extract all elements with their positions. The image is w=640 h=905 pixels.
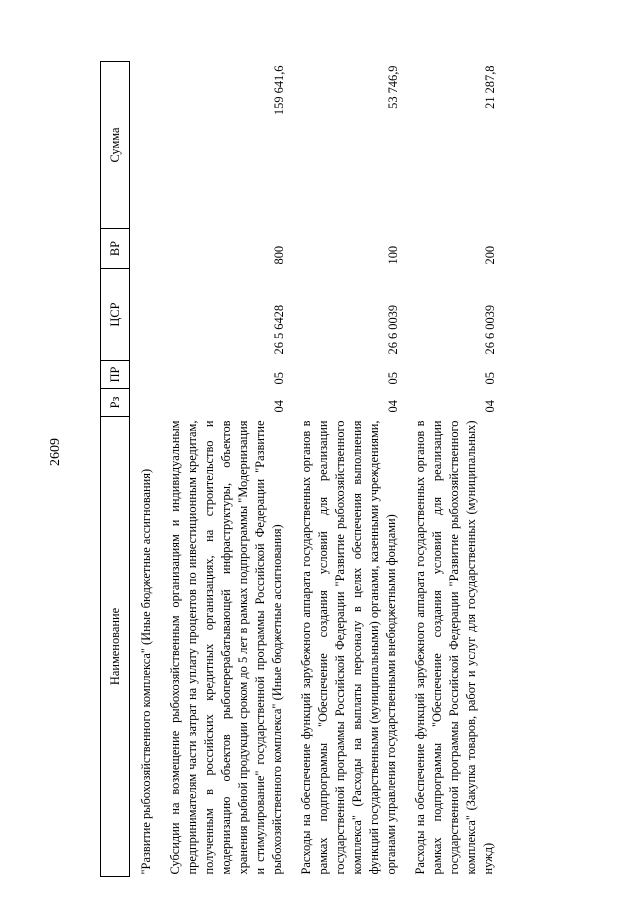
row-vr: 100 — [386, 245, 400, 265]
row-sum: 53 746,9 — [386, 65, 400, 109]
header-pr: ПР — [101, 361, 130, 389]
table-row — [159, 62, 290, 877]
table-header — [101, 62, 130, 877]
document-body — [100, 62, 600, 877]
row-csr: 26 6 0039 — [483, 304, 497, 355]
page-number: 2609 — [48, 438, 63, 466]
row-rz: 04 — [386, 400, 400, 413]
row-sum: 21 287,8 — [483, 65, 497, 109]
row-rz — [130, 389, 160, 417]
table-row — [404, 62, 501, 877]
header-name: Наименование — [101, 417, 130, 877]
row-csr: 26 6 0039 — [386, 304, 400, 355]
rotated-content — [100, 62, 600, 877]
row-csr — [130, 269, 160, 361]
row-rz: 04 — [272, 400, 286, 413]
row-vr: 200 — [483, 245, 497, 265]
row-csr: 26 5 6428 — [272, 304, 286, 355]
row-name: Расходы на обеспечение функций зарубежного аппарата государственных органов в рамках подпрограммы "Обеспечение создания условий для реализации государственной программы Российской Федерации "Развитие рыбохозяйственного комплекса" (Закупка товаров, работ и услуг для государственных (муниципальных) нужд) — [413, 420, 495, 875]
header-vr: ВР — [101, 229, 130, 269]
row-pr: 05 — [272, 372, 286, 385]
row-sum — [130, 62, 160, 229]
row-sum: 159 641,6 — [272, 65, 286, 116]
row-pr: 05 — [386, 372, 400, 385]
table-row — [290, 62, 404, 877]
row-pr — [130, 361, 160, 389]
row-name: Расходы на обеспечение функций зарубежного аппарата государственных органов в рамках подпрограммы "Обеспечение создания условий для реализации государственной программы Российской Федерации "Развитие рыбохозяйственного комплекса" (Расходы на выплаты персоналу в целях обеспечения выполнения функций государственными (муниципальными) органами, казенными учреждениями, органами управления государственными внебюджетными фондами) — [299, 420, 398, 875]
header-csr: ЦСР — [101, 269, 130, 361]
budget-table — [100, 61, 501, 877]
row-rz: 04 — [483, 400, 497, 413]
row-vr: 800 — [272, 245, 286, 265]
header-rz: Рз — [101, 389, 130, 417]
table-row — [130, 62, 160, 877]
row-pr: 05 — [483, 372, 497, 385]
row-vr — [130, 229, 160, 269]
row-name: Субсидии на возмещение рыбохозяйственным организациям и индивидуальным предпринимателям части затрат на уплату процентов по инвестиционным кредитам, полученным в российских кредитных организациях, на строительство и модернизацию объектов рыбоперерабатывающей инфраструктуры, объектов хранения рыбной продукции сроком до 5 лет в рамках подпрограммы "Модернизация и стимулирование" государственной программы Российской Федерации "Развитие рыбохозяйственного комплекса" (Иные бюджетные ассигнования) — [168, 420, 284, 875]
row-name: "Развитие рыбохозяйственного комплекса" (Иные бюджетные ассигнования) — [139, 468, 153, 875]
header-sum: Сумма — [101, 62, 130, 229]
